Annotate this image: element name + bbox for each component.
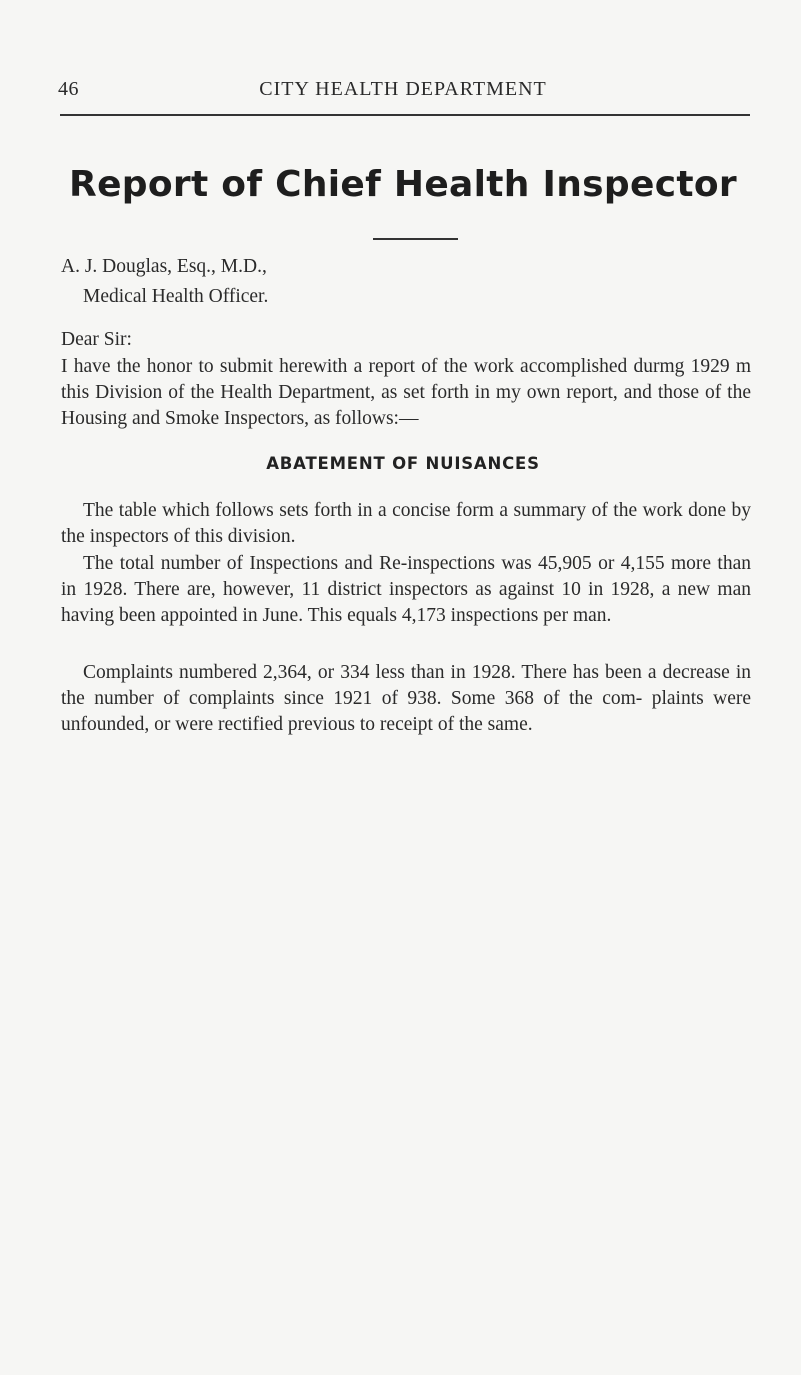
intro-paragraph: I have the honor to submit herewith a report of the work accomplished durmg 1929 m this Division of the Health Department, as set forth in my own report, and those of the Housing and Smoke Inspectors, as follows:— <box>61 356 751 429</box>
running-header-title: CITY HEALTH DEPARTMENT <box>259 78 547 100</box>
running-header <box>58 78 748 108</box>
title-divider <box>373 238 458 240</box>
section-paragraph: The total number of Inspections and Re-inspections was 45,905 or 4,155 more than in 1928. There are, however, 11 district inspectors as against 10 in 1928, a new man having been appointed in June. This equals 4,173 inspections per man. <box>61 553 751 626</box>
salutation: Dear Sir: <box>61 329 132 350</box>
report-title: Report of Chief Health Inspector <box>69 164 737 205</box>
section-heading: ABATEMENT OF NUISANCES <box>266 454 540 473</box>
section-paragraph: The table which follows sets forth in a concise form a summary of the work done by the inspectors of this division. <box>61 500 751 547</box>
addressee-title: Medical Health Officer. <box>83 286 269 307</box>
section-paragraph: Complaints numbered 2,364, or 334 less than in 1928. There has been a decrease in the number of complaints since 1921 of 938. Some 368 of the com- plaints were unfounded, or were rectified previous to receipt of the same. <box>61 662 751 735</box>
addressee-name: A. J. Douglas, Esq., M.D., <box>61 256 267 277</box>
page-number: 46 <box>58 78 79 100</box>
header-divider <box>60 114 750 116</box>
